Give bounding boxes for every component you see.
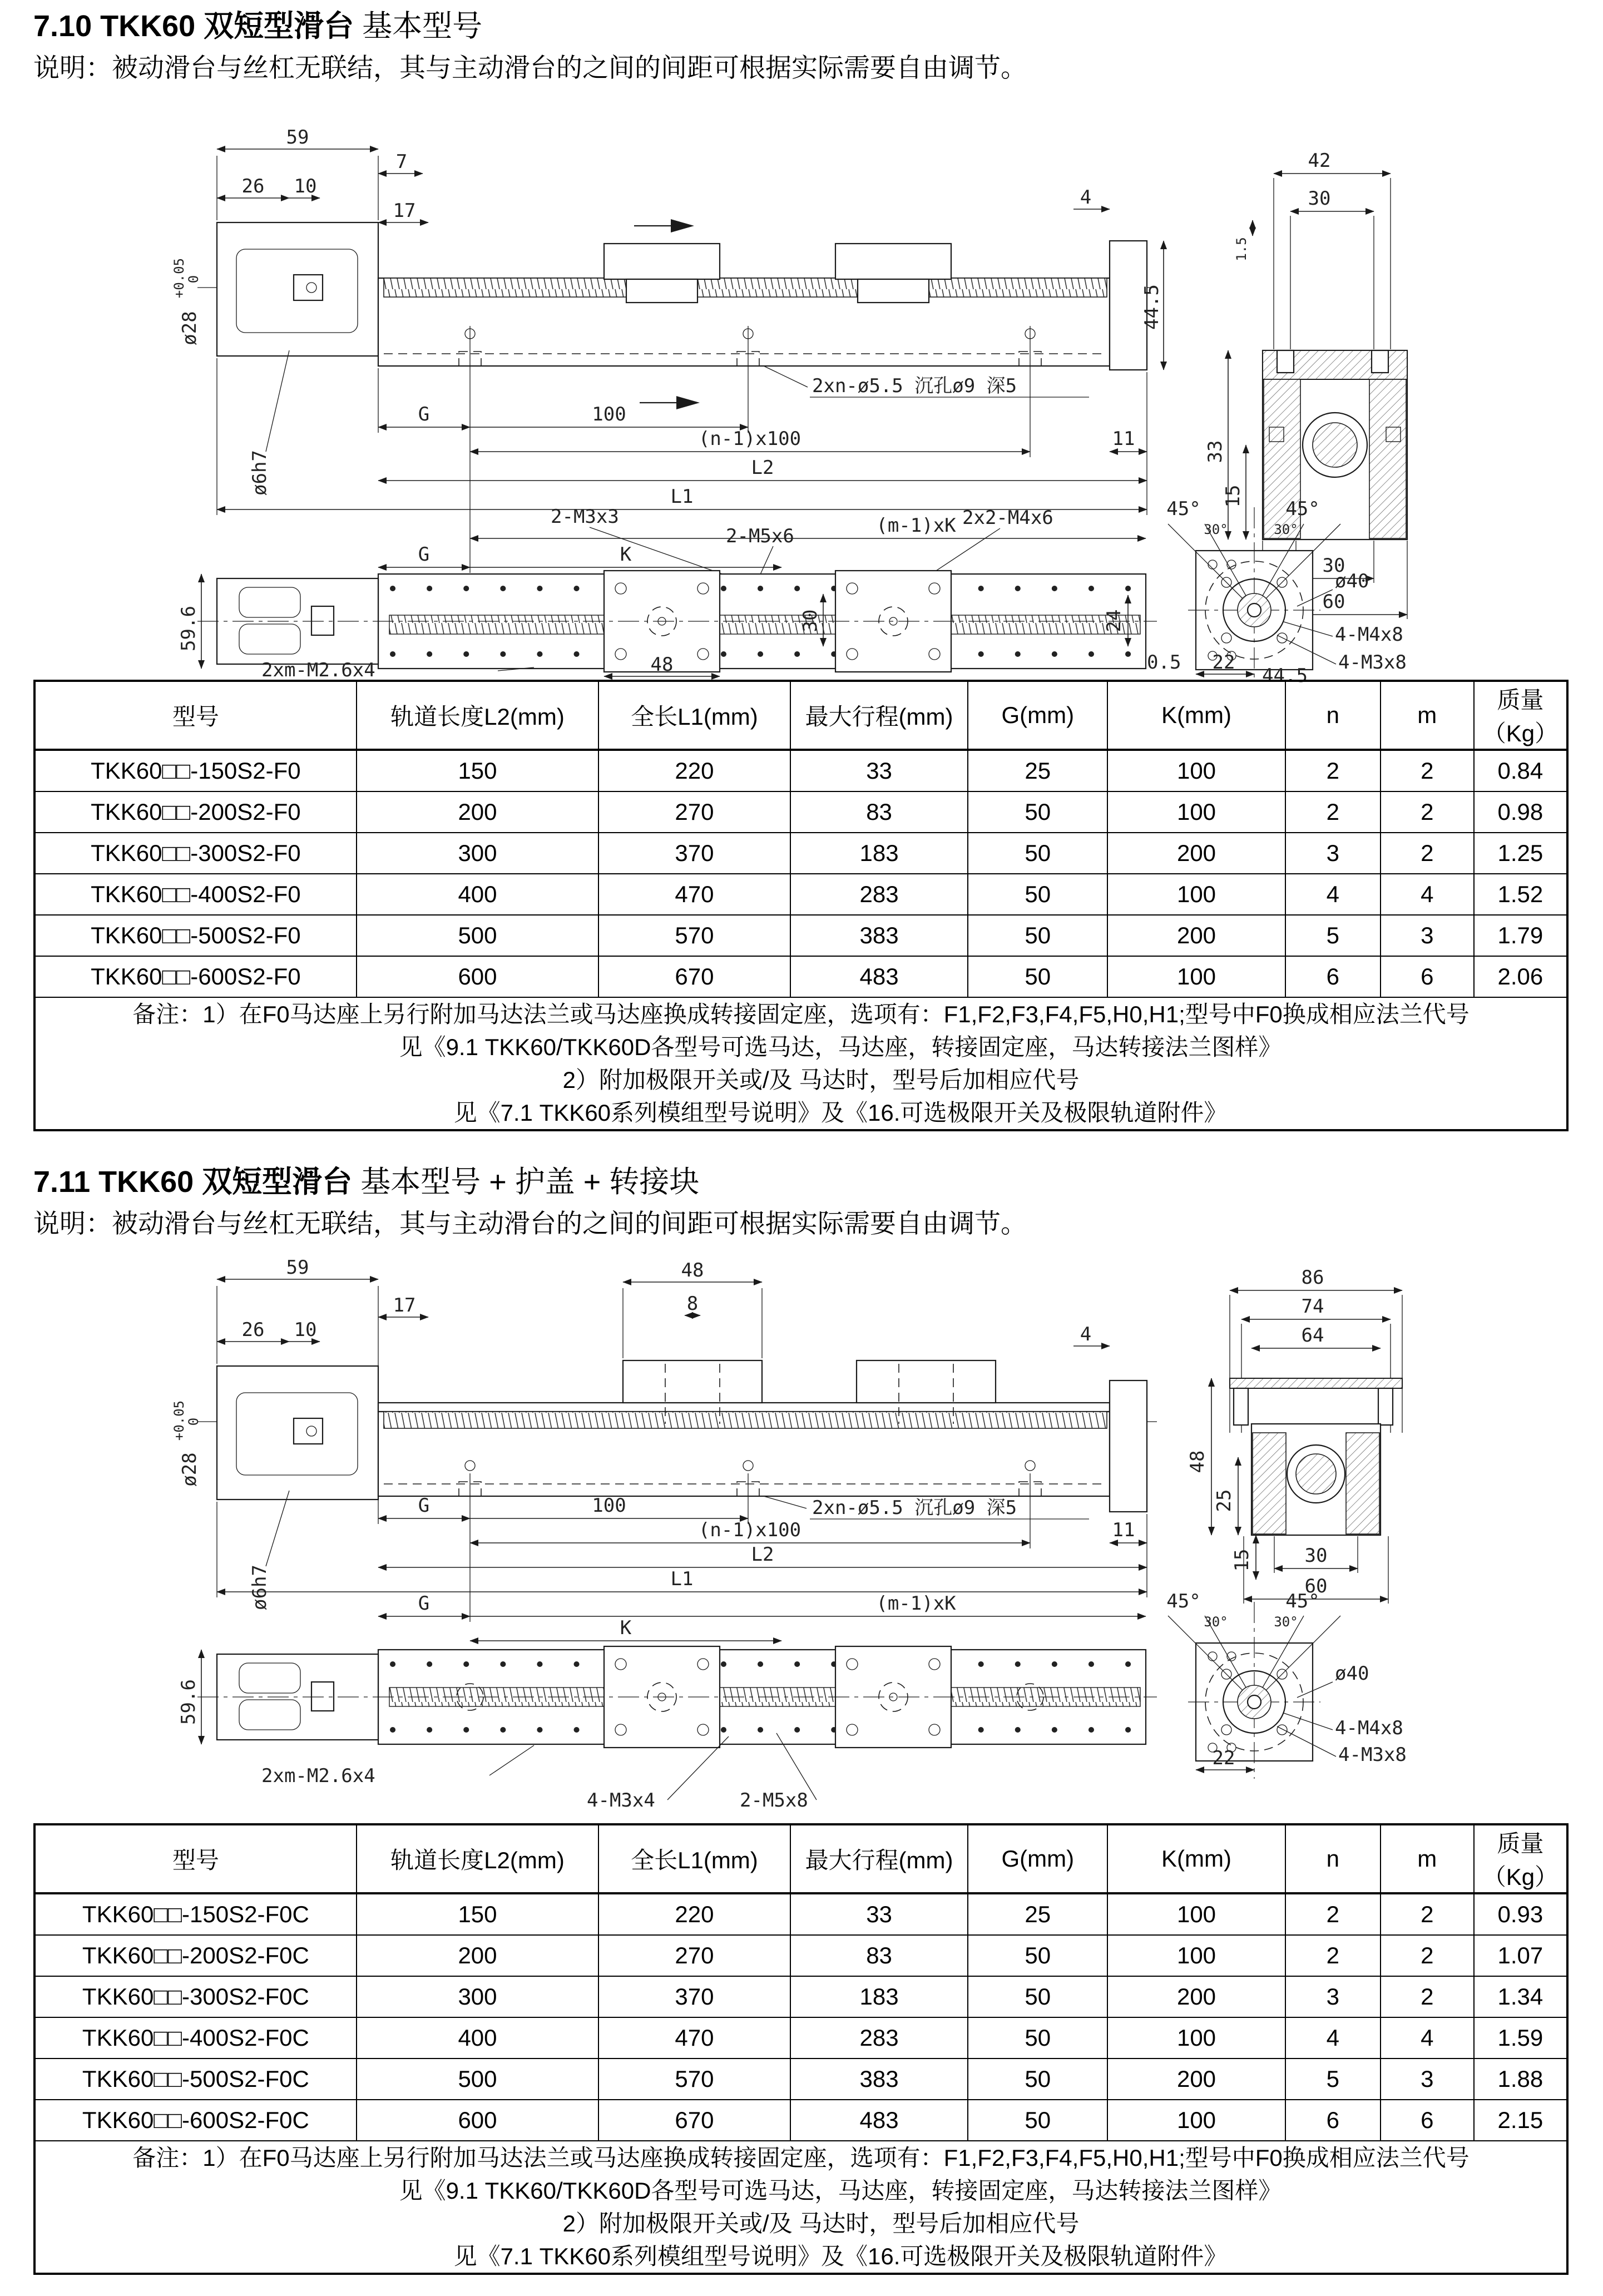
cell: 0.98 — [1474, 791, 1567, 833]
table-row — [34, 1935, 1567, 1976]
cell: 370 — [598, 1976, 790, 2017]
dim-L1: L1 — [670, 486, 694, 508]
callout-4-M3x4: 4-M3x4 — [587, 1789, 655, 1812]
callout-counterbore: 2xn-ø5.5 沉孔ø9 深5 — [812, 375, 1017, 397]
cell: 50 — [968, 2059, 1107, 2100]
table-notes-row — [34, 2141, 1567, 2274]
table-header-row — [34, 1824, 1567, 1893]
col-G: G(mm) — [968, 1824, 1107, 1893]
cell: 33 — [790, 750, 968, 791]
cell: 2 — [1381, 833, 1474, 874]
cell: 6 — [1285, 956, 1381, 997]
note-4: 见《7.1 TKK60系列模组型号说明》及《16.可选极限开关及极限轨道附件》 — [453, 2243, 1228, 2269]
cell: 1.79 — [1474, 915, 1567, 956]
cell: 25 — [968, 750, 1107, 791]
callout-2xm-M2-6x4: 2xm-M2.6x4 — [261, 659, 375, 681]
table-row — [34, 2059, 1567, 2100]
cell: 283 — [790, 2017, 968, 2059]
cell-model: TKK60□□-300S2-F0C — [34, 1976, 357, 2017]
cell-model: TKK60□□-150S2-F0 — [34, 750, 357, 791]
cell: 500 — [357, 2059, 598, 2100]
cell: 370 — [598, 833, 790, 874]
callout-4-M3x8: 4-M3x8 — [1338, 1744, 1407, 1766]
dim-30-right: 30° — [1274, 1614, 1298, 1630]
cell: 4 — [1285, 874, 1381, 915]
cell: 670 — [598, 956, 790, 997]
table-row — [34, 915, 1567, 956]
dim-dia40: ø40 — [1335, 570, 1369, 592]
cell: 470 — [598, 874, 790, 915]
cell: 200 — [1107, 1976, 1285, 2017]
cell-model: TKK60□□-600S2-F0 — [34, 956, 357, 997]
dim-L1: L1 — [670, 1568, 694, 1590]
cell: 83 — [790, 1935, 968, 1976]
dim-dia28-tol-up: +0.05 — [171, 1400, 187, 1441]
section-7-11-title — [33, 1164, 699, 1200]
col-G: G(mm) — [968, 681, 1107, 750]
dim-48-top: 48 — [681, 1259, 704, 1281]
cell: 2.15 — [1474, 2100, 1567, 2141]
dim-dia6h7: ø6h7 — [249, 450, 271, 496]
dim-86: 86 — [1301, 1266, 1324, 1289]
cell: 100 — [1107, 750, 1285, 791]
col-rail-length: 轨道长度L2(mm) — [357, 1824, 598, 1893]
dim-dia28-tol-up: +0.05 — [171, 258, 187, 299]
dim-60: 60 — [1304, 1575, 1328, 1597]
table-header-row — [34, 681, 1567, 750]
callout-2-M3x3: 2-M3x3 — [551, 506, 619, 528]
cell: 300 — [357, 1976, 598, 2017]
table-notes — [34, 997, 1567, 1130]
dim-n-1-x100: (n-1)x100 — [698, 428, 802, 450]
cell: 2.06 — [1474, 956, 1567, 997]
callout-2-M5x6: 2-M5x6 — [726, 525, 794, 547]
dim-dia28-tol-dn: 0 — [186, 1417, 201, 1426]
dim-n-1-x100: (n-1)x100 — [698, 1519, 802, 1541]
dim-10: 10 — [294, 1319, 317, 1341]
section-7-11-title-bold: 7.11 TKK60 双短型滑台 — [33, 1165, 353, 1199]
cell: 150 — [357, 1893, 598, 1935]
dim-4: 4 — [1080, 186, 1092, 209]
callout-counterbore: 2xn-ø5.5 沉孔ø9 深5 — [812, 1497, 1017, 1519]
technical-drawing-7-10 — [0, 111, 1603, 684]
dim-30-vertical: 30 — [799, 609, 822, 632]
dim-dia28-tol-dn: 0 — [186, 275, 201, 284]
cell: 100 — [1107, 2017, 1285, 2059]
col-max-stroke: 最大行程(mm) — [790, 1824, 968, 1893]
table-row — [34, 956, 1567, 997]
cell: 2 — [1381, 1893, 1474, 1935]
dim-30-right: 30° — [1274, 522, 1298, 537]
cell: 3 — [1381, 2059, 1474, 2100]
dim-11: 11 — [1112, 428, 1135, 450]
dim-4: 4 — [1080, 1323, 1092, 1345]
cell: 2 — [1381, 1935, 1474, 1976]
cell: 200 — [357, 791, 598, 833]
cell: 50 — [968, 956, 1107, 997]
col-n: n — [1285, 681, 1381, 750]
note-1: 备注：1）在F0马达座上另行附加马达法兰或马达座换成转接固定座，选项有：F1,F2,F3,F4,F5,H0,H1;型号中F0换成相应法兰代号 — [132, 2145, 1470, 2171]
cell: 50 — [968, 833, 1107, 874]
dim-1-5: 1.5 — [1234, 237, 1249, 261]
cell: 3 — [1381, 915, 1474, 956]
spec-table-7-10 — [33, 680, 1569, 1131]
section-7-10-title-bold: 7.10 TKK60 双短型滑台 — [33, 9, 354, 43]
note-3: 2）附加极限开关或/及 马达时，型号后加相应代号 — [562, 1067, 1080, 1093]
cell-model: TKK60□□-400S2-F0 — [34, 874, 357, 915]
cell: 2 — [1381, 1976, 1474, 2017]
dim-K: K — [620, 1617, 632, 1639]
cell-model: TKK60□□-500S2-F0C — [34, 2059, 357, 2100]
cell-model: TKK60□□-200S2-F0 — [34, 791, 357, 833]
dim-dia40: ø40 — [1335, 1662, 1369, 1685]
cell: 183 — [790, 1976, 968, 2017]
dim-30-left: 30° — [1204, 522, 1228, 537]
cell: 4 — [1285, 2017, 1381, 2059]
cell: 6 — [1381, 2100, 1474, 2141]
technical-drawing-7-11 — [0, 1257, 1603, 1819]
callout-4-M4x8: 4-M4x8 — [1335, 624, 1403, 646]
dim-L2: L2 — [751, 1543, 774, 1566]
col-mass: 质量（Kg） — [1474, 1824, 1567, 1893]
cell: 200 — [357, 1935, 598, 1976]
section-7-10-title — [33, 8, 482, 44]
dim-dia28: ø28 — [179, 311, 201, 345]
dim-7: 7 — [395, 151, 408, 173]
cell: 3 — [1285, 833, 1381, 874]
cell: 570 — [598, 2059, 790, 2100]
dim-0-5: 0.5 — [1147, 651, 1181, 674]
col-m: m — [1381, 1824, 1474, 1893]
cell: 383 — [790, 915, 968, 956]
dim-74: 74 — [1301, 1295, 1324, 1318]
cell: 1.59 — [1474, 2017, 1567, 2059]
cell: 1.34 — [1474, 1976, 1567, 2017]
dim-G: G — [418, 1495, 430, 1517]
dim-100: 100 — [592, 403, 626, 425]
cell: 200 — [1107, 833, 1285, 874]
section-7-10-description: 说明：被动滑台与丝杠无联结，其与主动滑台的之间的间距可根据实际需要自由调节。 — [33, 53, 1027, 82]
col-K: K(mm) — [1107, 681, 1285, 750]
cross-section-view — [1204, 150, 1407, 619]
cell: 500 — [357, 915, 598, 956]
dim-59: 59 — [286, 126, 309, 149]
cell: 383 — [790, 2059, 968, 2100]
cell: 600 — [357, 2100, 598, 2141]
table-row — [34, 750, 1567, 791]
note-1: 备注：1）在F0马达座上另行附加马达法兰或马达座换成转接固定座，选项有：F1,F2,F3,F4,F5,H0,H1;型号中F0换成相应法兰代号 — [132, 1001, 1470, 1027]
table-row — [34, 791, 1567, 833]
dim-G: G — [418, 403, 430, 425]
col-mass: 质量（Kg） — [1474, 681, 1567, 750]
cell: 100 — [1107, 1893, 1285, 1935]
dim-48: 48 — [650, 654, 674, 676]
cell: 33 — [790, 1893, 968, 1935]
cell: 5 — [1285, 915, 1381, 956]
cell: 220 — [598, 750, 790, 791]
table-row — [34, 2100, 1567, 2141]
cell: 2 — [1381, 750, 1474, 791]
cell-model: TKK60□□-400S2-F0C — [34, 2017, 357, 2059]
col-max-stroke: 最大行程(mm) — [790, 681, 968, 750]
cell-model: TKK60□□-150S2-F0C — [34, 1893, 357, 1935]
cell: 50 — [968, 874, 1107, 915]
dim-59-6: 59.6 — [177, 606, 200, 651]
note-2: 见《9.1 TKK60/TKK60D各型号可选马达，马达座，转接固定座，马达转接法兰图样》 — [399, 2178, 1282, 2204]
bottom-view — [177, 506, 1181, 681]
dim-30-left: 30° — [1204, 1614, 1228, 1630]
side-view — [171, 126, 1164, 573]
cell: 570 — [598, 915, 790, 956]
cell: 150 — [357, 750, 598, 791]
dim-dia28: ø28 — [179, 1452, 201, 1487]
section-7-11-title-rest: 基本型号 + 护盖 + 转接块 — [360, 1165, 700, 1199]
cell: 1.88 — [1474, 2059, 1567, 2100]
cell: 83 — [790, 791, 968, 833]
cell: 0.93 — [1474, 1893, 1567, 1935]
cell: 283 — [790, 874, 968, 915]
cell: 2 — [1285, 1893, 1381, 1935]
cell: 2 — [1285, 1935, 1381, 1976]
dim-100: 100 — [592, 1495, 626, 1517]
cell: 5 — [1285, 2059, 1381, 2100]
dim-42: 42 — [1308, 150, 1331, 172]
spec-table-7-11 — [33, 1823, 1569, 2275]
col-total-length: 全长L1(mm) — [598, 681, 790, 750]
cell: 50 — [968, 2017, 1107, 2059]
dim-30-bottom: 30 — [1322, 555, 1345, 577]
cell: 670 — [598, 2100, 790, 2141]
dim-60: 60 — [1322, 591, 1345, 613]
note-2: 见《9.1 TKK60/TKK60D各型号可选马达，马达座，转接固定座，马达转接法兰图样》 — [399, 1034, 1282, 1060]
note-4: 见《7.1 TKK60系列模组型号说明》及《16.可选极限开关及极限轨道附件》 — [453, 1100, 1228, 1126]
dim-10: 10 — [294, 175, 317, 197]
table-notes — [34, 2141, 1567, 2274]
dim-K: K — [620, 543, 632, 566]
dim-48-vert: 48 — [1186, 1450, 1209, 1473]
dim-45-right: 45° — [1285, 1590, 1320, 1612]
col-K: K(mm) — [1107, 1824, 1285, 1893]
col-n: n — [1285, 1824, 1381, 1893]
dim-30: 30 — [1304, 1545, 1328, 1567]
dim-26: 26 — [241, 1319, 265, 1341]
dim-17: 17 — [393, 200, 416, 222]
dim-44-5: 44.5 — [1141, 284, 1163, 330]
cell: 270 — [598, 1935, 790, 1976]
dim-15: 15 — [1222, 484, 1244, 508]
cell: 1.07 — [1474, 1935, 1567, 1976]
note-3: 2）附加极限开关或/及 马达时，型号后加相应代号 — [562, 2210, 1080, 2236]
cell: 200 — [1107, 915, 1285, 956]
dim-L2: L2 — [751, 457, 774, 479]
cell: 220 — [598, 1893, 790, 1935]
cell: 2 — [1381, 791, 1474, 833]
callout-2-M5x8: 2-M5x8 — [740, 1789, 808, 1812]
dim-m-1-xK: (m-1)xK — [876, 514, 956, 537]
cell: 483 — [790, 2100, 968, 2141]
dim-59: 59 — [286, 1257, 309, 1279]
dim-33: 33 — [1204, 440, 1226, 463]
col-model: 型号 — [34, 681, 357, 750]
cell: 6 — [1285, 2100, 1381, 2141]
cell: 100 — [1107, 1935, 1285, 1976]
table-notes-row — [34, 997, 1567, 1130]
dim-15: 15 — [1231, 1548, 1253, 1572]
side-view-covered — [171, 1257, 1157, 1622]
cell: 0.84 — [1474, 750, 1567, 791]
table-row — [34, 874, 1567, 915]
cell: 600 — [357, 956, 598, 997]
cell: 6 — [1381, 956, 1474, 997]
dim-8: 8 — [686, 1293, 699, 1315]
col-total-length: 全长L1(mm) — [598, 1824, 790, 1893]
callout-4-M3x8: 4-M3x8 — [1338, 651, 1407, 674]
cell: 4 — [1381, 874, 1474, 915]
cell: 300 — [357, 833, 598, 874]
dim-25: 25 — [1213, 1489, 1235, 1512]
cell-model: TKK60□□-500S2-F0 — [34, 915, 357, 956]
callout-2xm-M2-6x4: 2xm-M2.6x4 — [261, 1765, 375, 1787]
dim-11: 11 — [1112, 1519, 1135, 1541]
cell: 1.25 — [1474, 833, 1567, 874]
cell: 2 — [1285, 791, 1381, 833]
cell: 50 — [968, 915, 1107, 956]
cell: 400 — [357, 2017, 598, 2059]
dim-22: 22 — [1212, 651, 1235, 674]
dim-m-1-xK: (m-1)xK — [876, 1592, 956, 1615]
cell-model: TKK60□□-600S2-F0C — [34, 2100, 357, 2141]
dim-44-5-end: 44.5 — [1262, 665, 1308, 684]
dim-64: 64 — [1301, 1324, 1324, 1347]
cell: 183 — [790, 833, 968, 874]
cell: 50 — [968, 791, 1107, 833]
dim-26: 26 — [241, 175, 265, 197]
cell: 1.52 — [1474, 874, 1567, 915]
cell: 50 — [968, 2100, 1107, 2141]
cell: 4 — [1381, 2017, 1474, 2059]
col-model: 型号 — [34, 1824, 357, 1893]
cell: 100 — [1107, 956, 1285, 997]
section-7-10-title-rest: 基本型号 — [362, 9, 483, 43]
section-7-11-description: 说明：被动滑台与丝杠无联结，其与主动滑台的之间的间距可根据实际需要自由调节。 — [33, 1209, 1027, 1238]
cross-section-covered — [1186, 1266, 1402, 1604]
dim-45-left: 45° — [1166, 498, 1201, 520]
cell: 483 — [790, 956, 968, 997]
cell: 100 — [1107, 2100, 1285, 2141]
col-m: m — [1381, 681, 1474, 750]
table-row — [34, 1893, 1567, 1935]
callout-2x2-M4x6: 2x2-M4x6 — [962, 507, 1053, 529]
cell: 50 — [968, 1976, 1107, 2017]
col-rail-length: 轨道长度L2(mm) — [357, 681, 598, 750]
cell: 470 — [598, 2017, 790, 2059]
dim-59-6: 59.6 — [177, 1679, 200, 1725]
cell-model: TKK60□□-200S2-F0C — [34, 1935, 357, 1976]
table-row — [34, 1976, 1567, 2017]
cell-model: TKK60□□-300S2-F0 — [34, 833, 357, 874]
cell: 50 — [968, 1935, 1107, 1976]
dim-dia6h7: ø6h7 — [249, 1565, 271, 1610]
dim-17: 17 — [393, 1294, 416, 1317]
cell: 3 — [1285, 1976, 1381, 2017]
dim-45-left: 45° — [1166, 1590, 1201, 1612]
cell: 100 — [1107, 791, 1285, 833]
cell: 100 — [1107, 874, 1285, 915]
dim-G-bottom: G — [418, 1592, 430, 1615]
table-row — [34, 2017, 1567, 2059]
dim-24: 24 — [1103, 609, 1125, 632]
bottom-view-covered — [177, 1592, 1157, 1812]
cell: 200 — [1107, 2059, 1285, 2100]
dim-30-top: 30 — [1308, 187, 1331, 210]
end-view-covered — [1166, 1590, 1407, 1779]
cell: 400 — [357, 874, 598, 915]
cell: 2 — [1285, 750, 1381, 791]
table-row — [34, 833, 1567, 874]
cell: 25 — [968, 1893, 1107, 1935]
dim-22: 22 — [1212, 1747, 1235, 1769]
cell: 270 — [598, 791, 790, 833]
callout-4-M4x8: 4-M4x8 — [1335, 1717, 1403, 1739]
dim-G-bottom: G — [418, 543, 430, 566]
dim-45-right: 45° — [1285, 498, 1320, 520]
